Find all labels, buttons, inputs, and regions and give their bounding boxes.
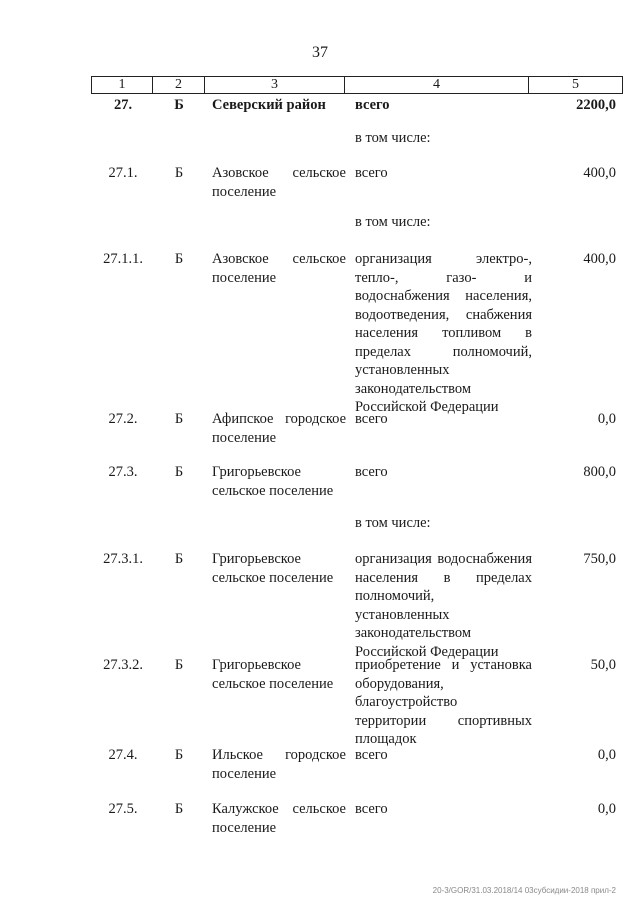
column-header-4: 4 (345, 77, 529, 94)
row-amount: 400,0 (583, 165, 616, 181)
row-amount: 2200,0 (576, 97, 616, 113)
row-amount: 0,0 (597, 411, 616, 427)
row-number: 27.3.1. (103, 551, 143, 567)
row-name: Калужское сельское поселение (212, 801, 346, 836)
row-name: Азовское сельское поселение (212, 165, 346, 200)
row-category: Б (174, 411, 184, 427)
including-label: в том числе: (355, 214, 431, 230)
row-category: Б (174, 551, 184, 567)
document-footer: 20-3/GOR/31.03.2018/14 03субсидии-2018 прил-2 (432, 886, 616, 895)
row-number: 27.3. (108, 464, 138, 480)
row-category: Б (174, 165, 184, 181)
row-category: Б (174, 747, 184, 763)
including-label: в том числе: (355, 515, 431, 531)
row-amount: 750,0 (583, 551, 616, 567)
row-purpose: приобретение и установка оборудования, благоустройство территории спортивных площадок (355, 657, 532, 747)
row-number: 27. (113, 97, 133, 113)
row-purpose: всего (355, 97, 390, 113)
column-header-3: 3 (205, 77, 345, 94)
row-name: Ильское городское поселение (212, 747, 346, 782)
row-purpose: всего (355, 747, 388, 763)
row-name: Афипское городское поселение (212, 411, 346, 446)
row-number: 27.1. (108, 165, 138, 181)
row-category: Б (174, 251, 184, 267)
row-name: Северский район (212, 97, 326, 113)
row-purpose: всего (355, 165, 388, 181)
row-category: Б (174, 97, 184, 113)
column-header-1: 1 (92, 77, 153, 94)
row-name: Григорьевское сельское поселение (212, 657, 334, 692)
row-category: Б (174, 657, 184, 673)
row-number: 27.1.1. (103, 251, 143, 267)
row-name: Азовское сельское поселение (212, 251, 346, 286)
row-number: 27.5. (108, 801, 138, 817)
row-purpose: всего (355, 464, 388, 480)
row-purpose: всего (355, 411, 388, 427)
row-number: 27.3.2. (103, 657, 143, 673)
row-name: Григорьевское сельское поселение (212, 551, 334, 586)
row-category: Б (174, 801, 184, 817)
row-number: 27.2. (108, 411, 138, 427)
row-purpose: организация электро-, тепло-, газо- и водоснабжения населения, водоотведения, снабжения населения топливом в пределах полномочий, установленных законодательством Российской Федерации (355, 251, 532, 415)
row-amount: 0,0 (597, 801, 616, 817)
row-amount: 50,0 (590, 657, 616, 673)
row-category: Б (174, 464, 184, 480)
page-number: 37 (312, 44, 328, 61)
column-header-5: 5 (529, 77, 623, 94)
row-purpose: организация водоснабжения населения в пределах полномочий, установленных законодательством Российской Федерации (355, 551, 532, 660)
column-header-row (91, 76, 623, 94)
row-purpose: всего (355, 801, 388, 817)
row-amount: 0,0 (597, 747, 616, 763)
row-number: 27.4. (108, 747, 138, 763)
including-label: в том числе: (355, 130, 431, 146)
column-header-2: 2 (153, 77, 205, 94)
row-amount: 800,0 (583, 464, 616, 480)
row-amount: 400,0 (583, 251, 616, 267)
row-name: Григорьевское сельское поселение (212, 464, 334, 499)
